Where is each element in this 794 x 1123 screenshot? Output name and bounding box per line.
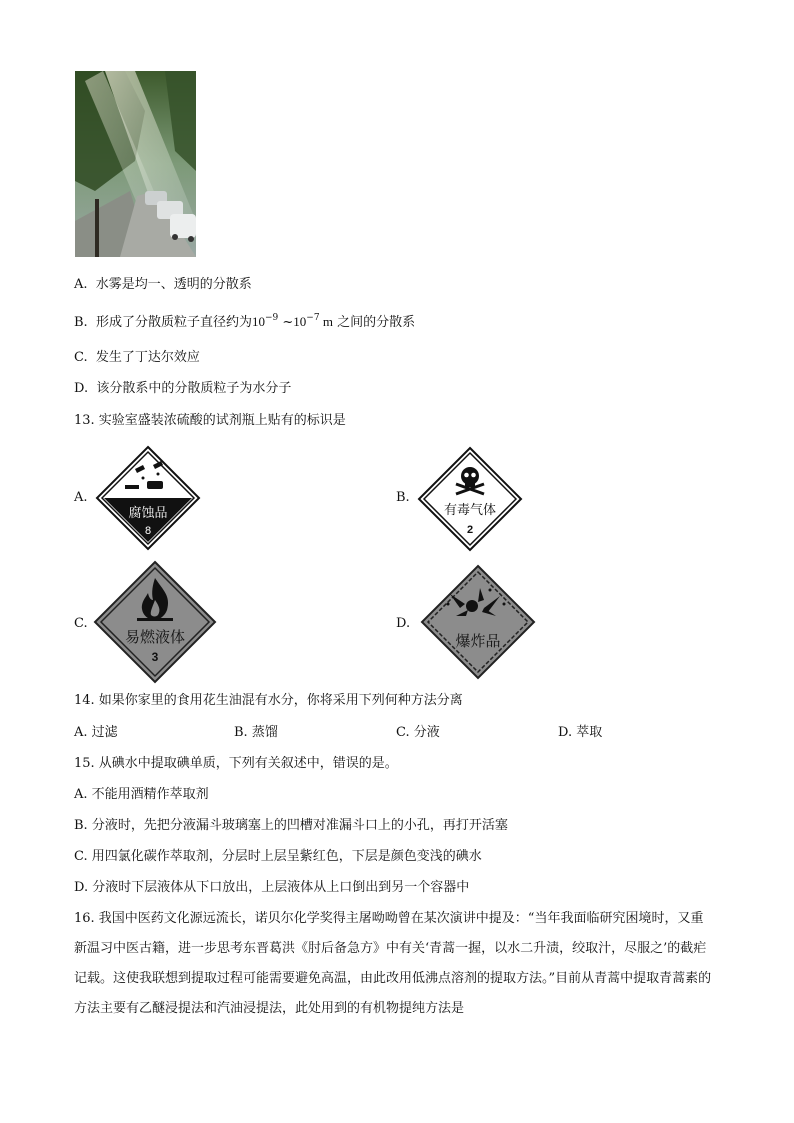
q14-option-a: A. 过滤 [74,725,118,740]
explosive-label: 爆炸品 [455,632,501,650]
q12-option-d: D. 该分散系中的分散质粒子为水分子 [74,381,292,396]
q14-option-c: C. 分液 [396,725,440,740]
q12-option-c: C. 发生了丁达尔效应 [74,350,200,365]
q13-option-a-letter: A. [74,490,88,505]
toxic-gas-class-number: 2 [466,524,474,536]
q13-option-d-letter: D. [396,616,411,631]
corrosive-hazard-sign [95,445,201,551]
explosive-hazard-sign [420,564,536,680]
hand-icon [147,481,163,489]
q15-option-b: B. 分液时，先把分液漏斗玻璃塞上的凹槽对准漏斗口上的小孔，再打开活塞 [74,818,508,833]
q14-stem: 14. 如果你家里的食用花生油混有水分，你将采用下列何种方法分离 [74,693,463,708]
q15-option-c: C. 用四氯化碳作萃取剂，分层时上层呈紫红色，下层是颜色变浅的碘水 [74,849,482,864]
q15-option-d: D. 分液时下层液体从下口放出，上层液体从上口倒出到另一个容器中 [74,880,470,895]
flammable-liquid-class-number: 3 [151,650,159,664]
toxic-gas-label: 有毒气体 [443,503,496,518]
q13-option-c-letter: C. [74,616,88,631]
q13-stem: 13. 实验室盛装浓硫酸的试剂瓶上贴有的标识是 [74,413,346,428]
q15-option-a: A. 不能用酒精作萃取剂 [74,787,209,802]
toxic-gas-hazard-sign [417,446,523,552]
q14-option-b: B. 蒸馏 [234,725,278,740]
corrosive-label: 腐蚀品 [128,506,168,521]
q14-option-d: D. 萃取 [558,725,603,740]
q16-text: 16. 我国中医药文化源远流长，诺贝尔化学奖得主屠呦呦曾在某次演讲中提及：“当年我面临研究困境时，又重新温习中医古籍，进一步思考东晋葛洪《肘后备急方》中有关‘青蒿一握，以水二升渍，绞取汁，尽服之’的截疟记载。这使我联想到提取过程可能需要避免高温，由此改用低沸点溶剂的提取方法。”目前从青蒿中提取青蒿素的方法主要有乙醚浸提法和汽油浸提法，此处用到的有机物提纯方法是 [74,911,712,1016]
forest-fog-photo [75,71,196,257]
flammable-liquid-hazard-sign [93,560,217,684]
forest-fog-image [75,71,196,257]
q12-option-b: B. 形成了分散质粒子直径约为$10^{-9}$ $\sim 10^{-7}$ m 之间的分散系 [74,313,416,330]
corrosive-class-number: 8 [144,525,152,537]
q12-option-a: A. 水雾是均一、透明的分散系 [74,277,252,292]
flammable-liquid-label: 易燃液体 [124,628,185,646]
q13-option-b-letter: B. [396,490,410,505]
q15-stem: 15. 从碘水中提取碘单质，下列有关叙述中，错误的是。 [74,756,398,771]
